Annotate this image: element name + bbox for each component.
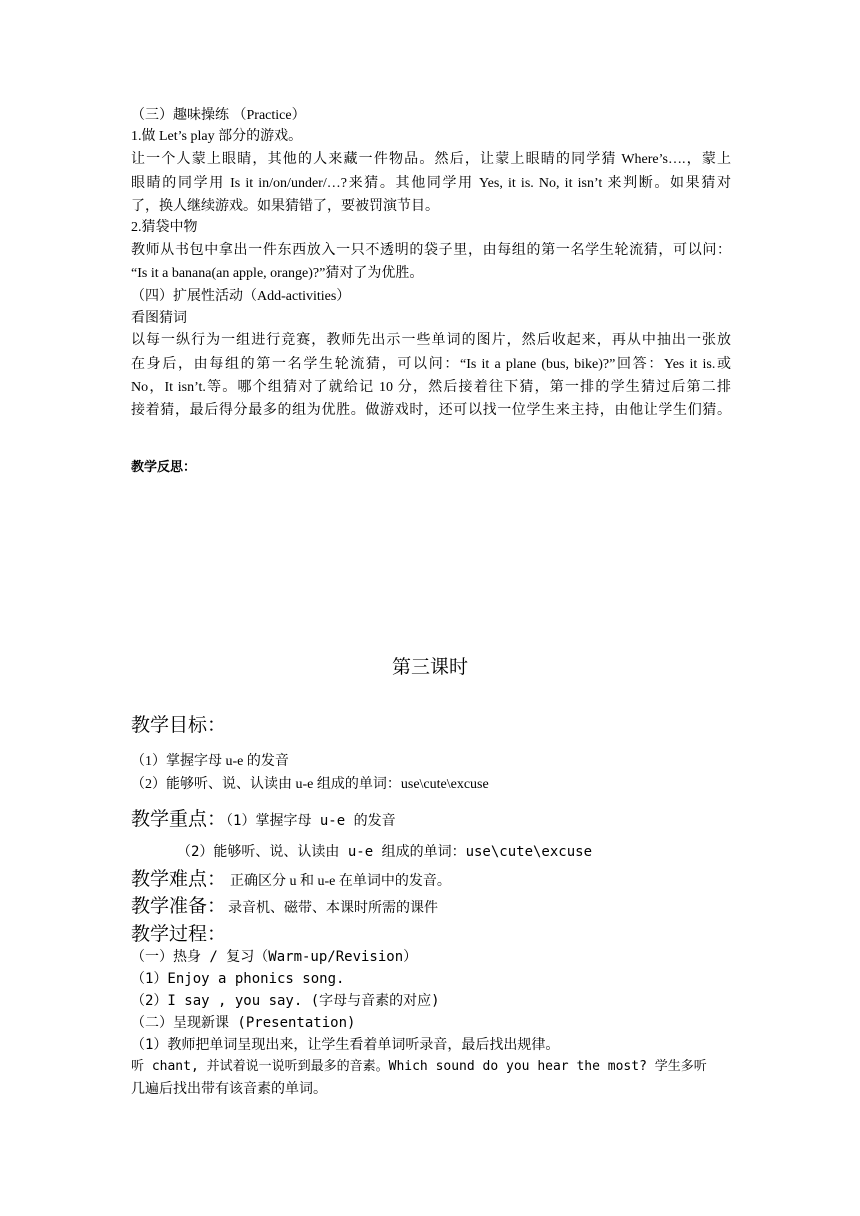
lesson-title: 第三课时: [391, 656, 468, 678]
practice-item-1: 1.做 Let’s play 部分的游戏。: [131, 129, 303, 144]
preparation-text: 录音机、磁带、本课时所需的课件: [228, 901, 439, 916]
process-step: （1）Enjoy a phonics song.: [131, 971, 345, 987]
preparation-row: [131, 893, 438, 922]
practice-paragraph-line: “Is it a banana(an apple, orange)?”猜对了为优胜。: [131, 266, 424, 281]
extension-paragraph-line: 在身后，由每组的第一名学生轮流猜，可以问：“Is it a plane (bus, bike)?”回答：Yes it is.或: [131, 357, 731, 372]
practice-paragraph-line: 眼睛的同学用 Is it in/on/under/…?来猜。其他同学用 Yes, it is. No, it isn’t 来判断。如果猜对: [131, 176, 731, 191]
key-point-2: （2）能够听、说、认读由 u-e 组成的单词：use\cute\excuse: [177, 844, 593, 860]
objective-1: （1）掌握字母 u-e 的发音: [131, 754, 289, 769]
extension-paragraph-line: 接着猜，最后得分最多的组为优胜。做游戏时，还可以找一位学生来主持，由他让学生们猜。: [131, 403, 731, 418]
practice-paragraph-line: 让一个人蒙上眼睛，其他的人来藏一件物品。然后，让蒙上眼睛的同学猜 Where’s….，蒙上: [131, 152, 731, 167]
process-heading: 教学过程：: [131, 923, 227, 945]
extension-paragraph-line: No，It isn’t.等。哪个组猜对了就给记 10 分，然后接着往下猜，第一排的学生猜过后第二排: [131, 380, 731, 395]
objective-2: （2）能够听、说、认读由 u-e 组成的单词：use\cute\excuse: [131, 777, 489, 792]
process-step: （一）热身 / 复习（Warm-up/Revision）: [131, 949, 418, 965]
key-points-heading: 教学重点：: [131, 808, 227, 830]
practice-heading: （三）趣味操练 （Practice）: [131, 108, 306, 123]
difficulty-heading: 教学难点：: [131, 868, 227, 890]
difficulty-text: 正确区分 u 和 u-e 在单词中的发音。: [230, 874, 451, 889]
extension-subheading: 看图猜词: [131, 311, 187, 326]
process-step: （2）I say , you say. (字母与音素的对应): [131, 993, 440, 1009]
preparation-heading: 教学准备：: [131, 895, 227, 917]
practice-paragraph-line: 了，换人继续游戏。如果猜错了，要被罚演节目。: [131, 199, 439, 214]
objectives-heading: 教学目标：: [131, 714, 227, 736]
process-step: （1）教师把单词呈现出来，让学生看着单词听录音，最后找出规律。: [131, 1037, 560, 1053]
difficulty-row: [131, 866, 451, 895]
practice-item-2: 2.猜袋中物: [131, 220, 198, 235]
key-point-1: （1）掌握字母 u-e 的发音: [226, 813, 396, 829]
extension-heading: （四）扩展性活动（Add-activities）: [131, 289, 351, 304]
process-step: 听 chant, 并试着说一说听到最多的音素。Which sound do you hear the most? 学生多听: [131, 1059, 707, 1074]
process-step: （二）呈现新课 (Presentation): [131, 1015, 356, 1031]
key-points-row: [131, 806, 396, 835]
process-step: 几遍后找出带有该音素的单词。: [131, 1081, 327, 1097]
extension-paragraph-line: 以每一纵行为一组进行竞赛，教师先出示一些单词的图片，然后收起来，再从中抽出一张放: [131, 333, 731, 348]
reflection-label: 教学反思：: [131, 460, 197, 475]
practice-paragraph-line: 教师从书包中拿出一件东西放入一只不透明的袋子里，由每组的第一名学生轮流猜，可以问：: [131, 243, 731, 258]
